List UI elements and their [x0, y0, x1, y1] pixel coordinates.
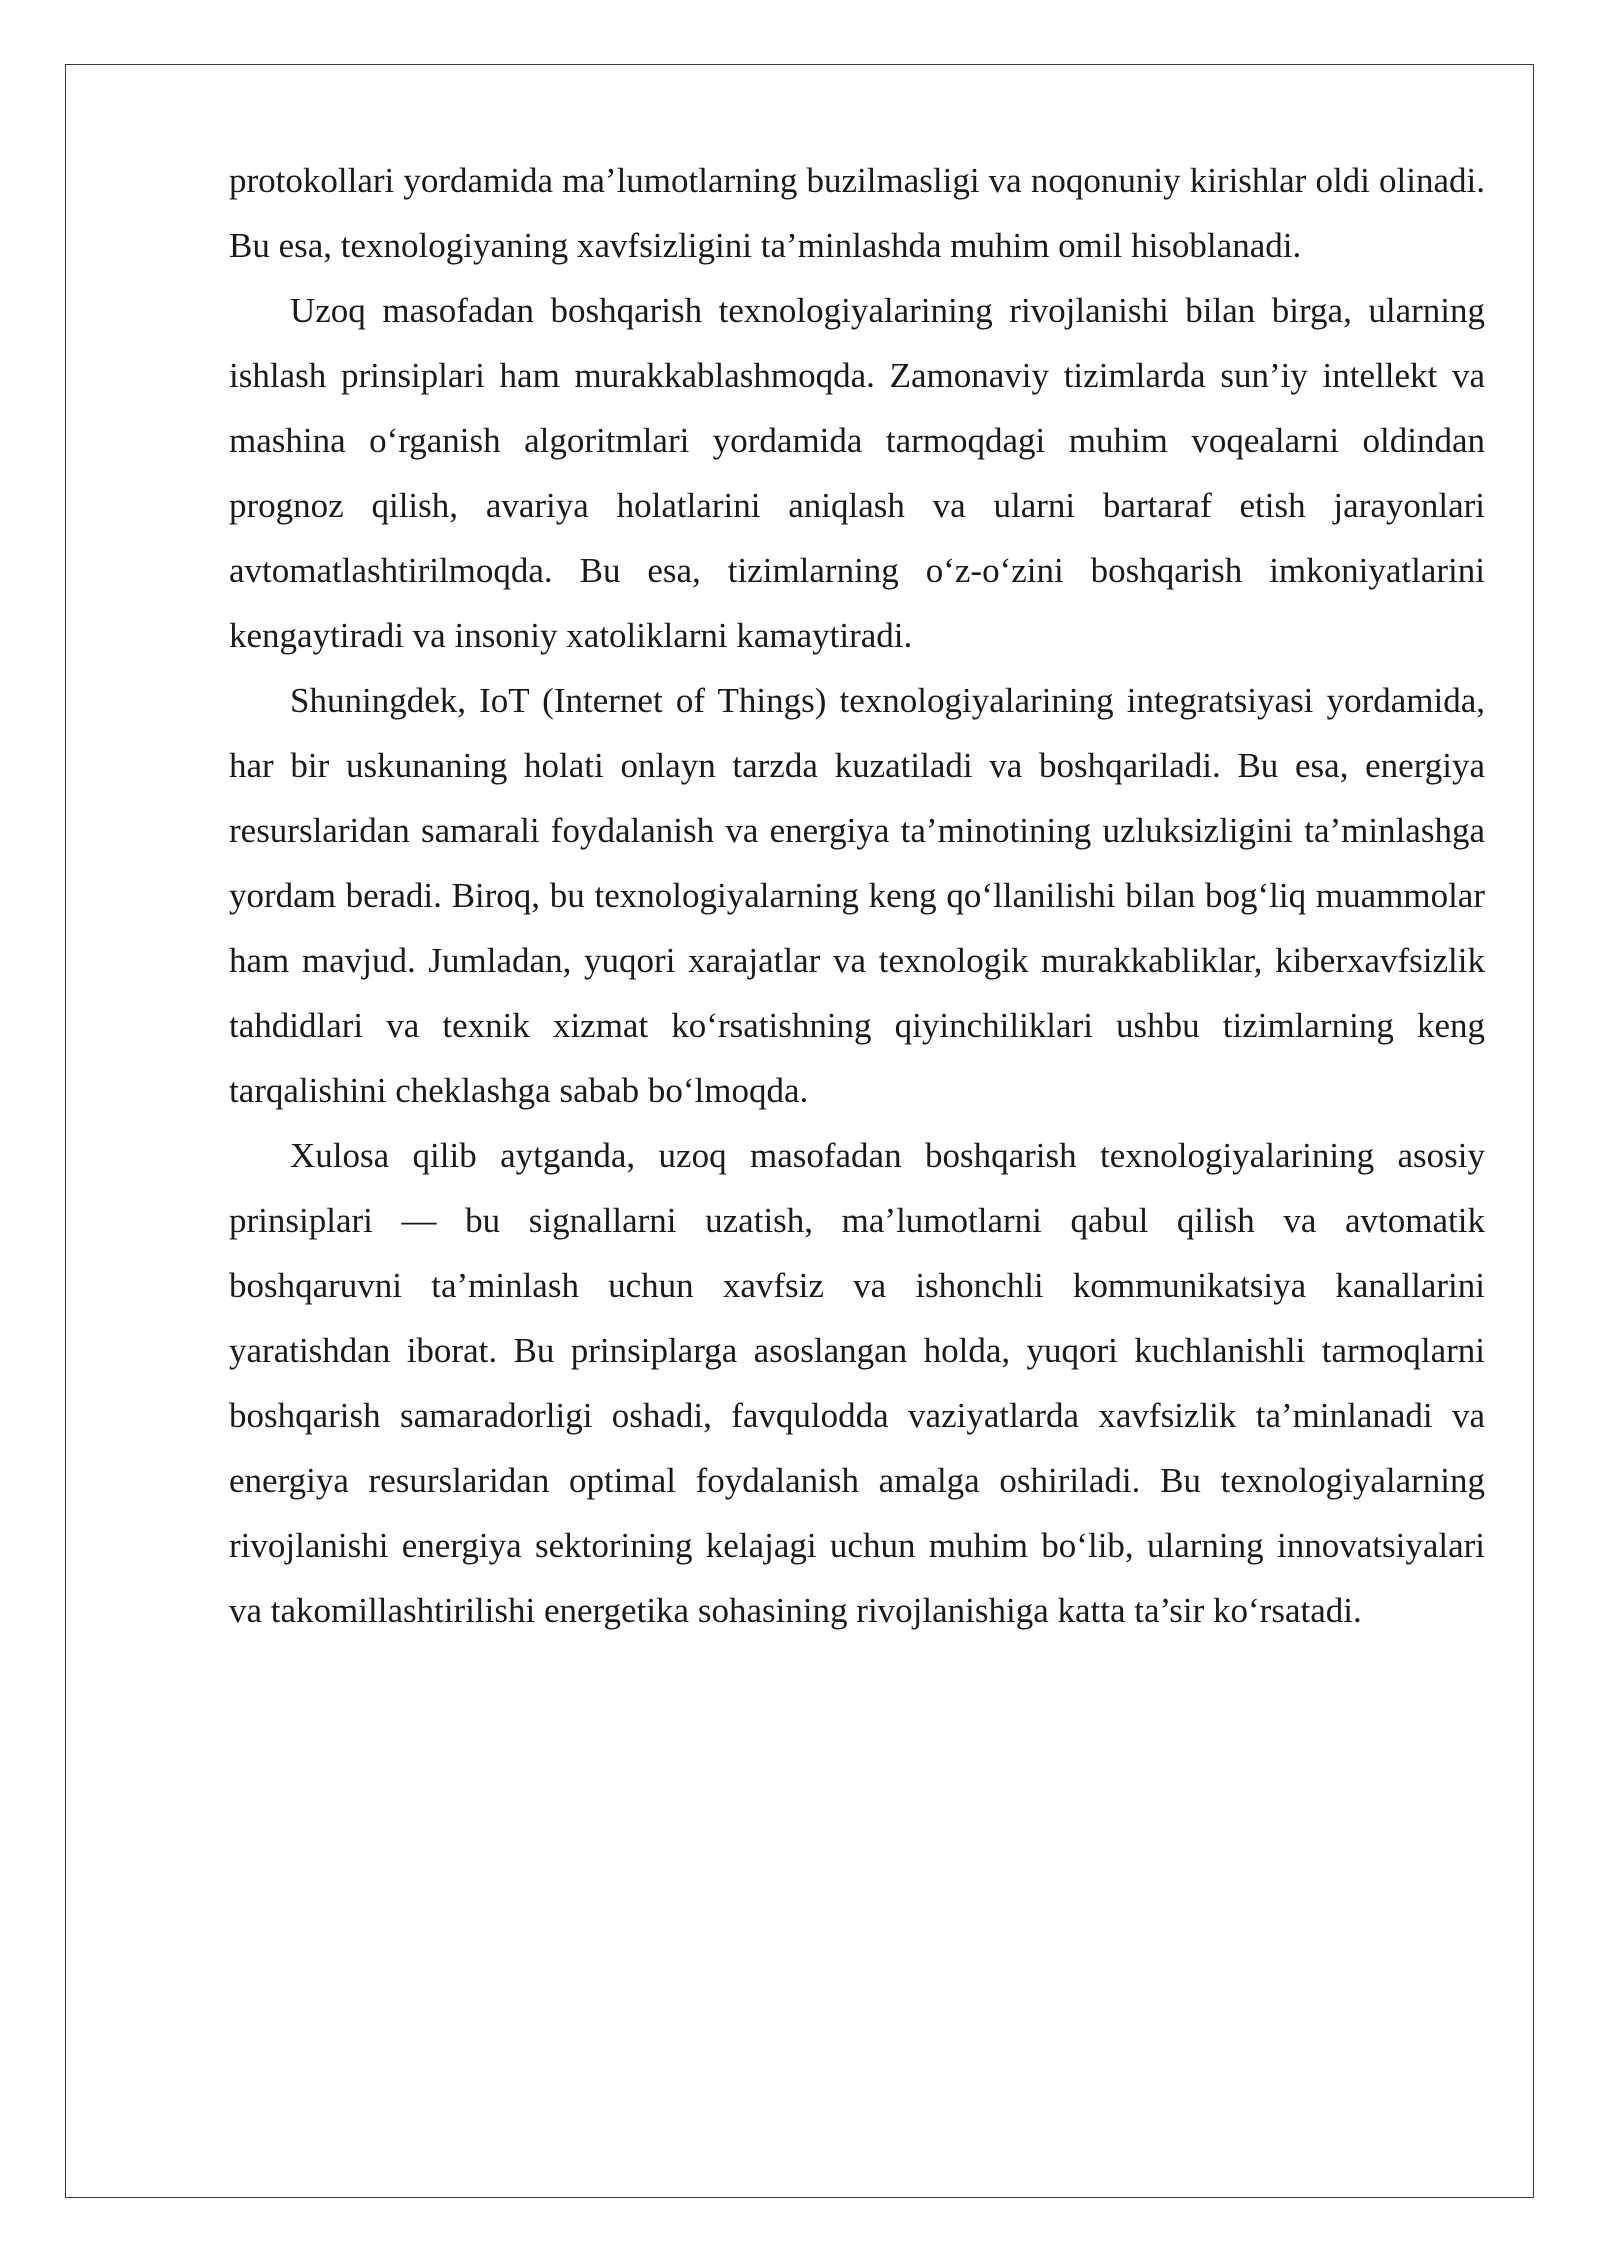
document-body	[229, 148, 1485, 1643]
paragraph-ai-automation: Uzoq masofadan boshqarish texnologiyalarining rivojlanishi bilan birga, ularning ishlash prinsiplari ham murakkablashmoqda. Zamonaviy tizimlarda sun’iy intellekt va mashina o‘rganish algoritmlari yordamida tarmoqdagi muhim voqealarni oldindan prognoz qilish, avariya holatlarini aniqlash va ularni bartaraf etish jarayonlari avtomatlashtirilmoqda. Bu esa, tizimlarning o‘z-o‘zini boshqarish imkoniyatlarini kengaytiradi va insoniy xatoliklarni kamaytiradi.	[229, 291, 1485, 655]
paragraph-continuation: protokollari yordamida ma’lumotlarning buzilmasligi va noqonuniy kirishlar oldi olinadi. Bu esa, texnologiyaning xavfsizligini ta’minlashda muhim omil hisoblanadi.	[229, 161, 1485, 265]
paragraph-conclusion: Xulosa qilib aytganda, uzoq masofadan boshqarish texnologiyalarining asosiy prinsiplari — bu signallarni uzatish, ma’lumotlarni qabul qilish va avtomatik boshqaruvni ta’minlash uchun xavfsiz va ishonchli kommunikatsiya kanallarini yaratishdan iborat. Bu prinsiplarga asoslangan holda, yuqori kuchlanishli tarmoqlarni boshqarish samaradorligi oshadi, favqulodda vaziyatlarda xavfsizlik ta’minlanadi va energiya resurslaridan optimal foydalanish amalga oshiriladi. Bu texnologiyalarning rivojlanishi energiya sektorining kelajagi uchun muhim bo‘lib, ularning innovatsiyalari va takomillashtirilishi energetika sohasining rivojlanishiga katta ta’sir ko‘rsatadi.	[229, 1136, 1485, 1630]
paragraph-iot-integration: Shuningdek, IoT (Internet of Things) texnologiyalarining integratsiyasi yordamida, har bir uskunaning holati onlayn tarzda kuzatiladi va boshqariladi. Bu esa, energiya resurslaridan samarali foydalanish va energiya ta’minotining uzluksizligini ta’minlashga yordam beradi. Biroq, bu texnologiyalarning keng qo‘llanilishi bilan bog‘liq muammolar ham mavjud. Jumladan, yuqori xarajatlar va texnologik murakkabliklar, kiberxavfsizlik tahdidlari va texnik xizmat ko‘rsatishning qiyinchiliklari ushbu tizimlarning keng tarqalishini cheklashga sabab bo‘lmoqda.	[229, 681, 1485, 1110]
